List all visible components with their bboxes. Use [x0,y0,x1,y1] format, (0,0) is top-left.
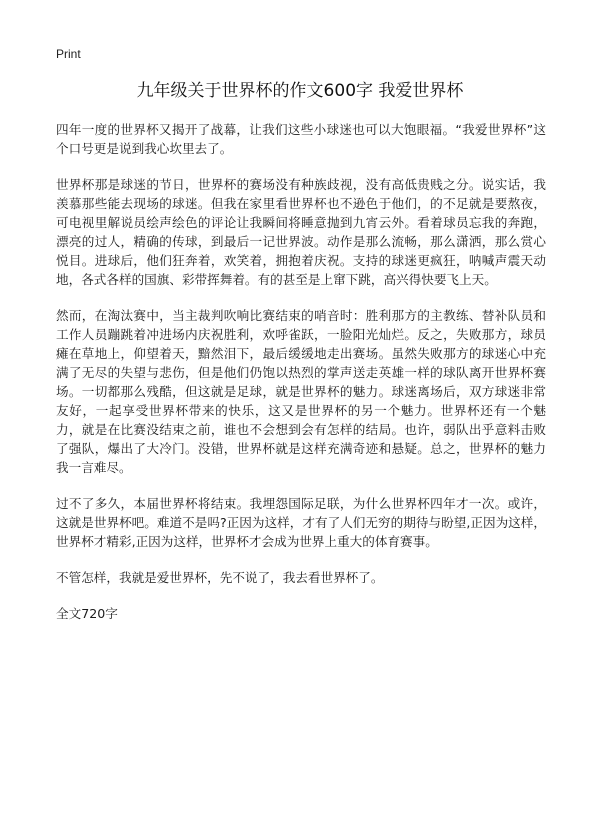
paragraph-knockout: 然而，在淘汰赛中，当主裁判吹响比赛结束的哨音时：胜利那方的主教练、替补队员和工作人员蹦跳着冲进场内庆祝胜利，欢呼雀跃，一脸阳光灿烂。反之，失败那方，球员瘫在草地上，仰望着天，黯然泪下，最后缓缓地走出赛场。虽然失败那方的球迷心中充满了无尽的失望与悲伤，但是他们仍饱以热烈的掌声送走英雄一样的球队离开世界杯赛场。一切都那么残酷，但这就是足球，就是世界杯的魅力。球迷离场后，双方球迷非常友好，一起享受世界杯带来的快乐，这又是世界杯的另一个魅力。世界杯还有一个魅力，就是在比赛没结束之前，谁也不会想到会有怎样的结局。也许，弱队出乎意料击败了强队，爆出了大冷门。没错，世界杯就是这样充满奇迹和悬疑。总之，世界杯的魅力我一言难尽。 [56,308,546,475]
word-count: 全文720字 [56,606,118,621]
article-body [56,120,546,623]
paragraph-festival: 世界杯那是球迷的节日，世界杯的赛场没有种族歧视，没有高低贵贱之分。说实话，我羡慕那些能去现场的球迷。但我在家里看世界杯也不逊色于他们，的不足就是要熬夜，可电视里解说员绘声绘色的评论让我瞬间将睡意抛到九宵云外。看着球员忘我的奔跑，漂亮的过人，精确的传球，到最后一记世界波。动作是那么流畅，那么潇洒，那么赏心悦目。进球后，他们狂奔着，欢笑着，拥抱着庆祝。支持的球迷更疯狂，呐喊声震天动地，各式各样的国旗、彩带挥舞着。有的甚至是上窜下跳，高兴得快要飞上天。 [56,177,546,287]
paragraph-closing: 不管怎样，我就是爱世界杯，先不说了，我去看世界杯了。 [56,570,384,585]
page-title: 九年级关于世界杯的作文600字 我爱世界杯 [136,81,464,101]
paragraph-ending: 过不了多久，本届世界杯将结束。我埋怨国际足联，为什么世界杯四年才一次。或许，这就是世界杯吧。难道不是吗?正因为这样，才有了人们无穷的期待与盼望,正因为这样，世界杯才精彩,正因为这样，世界杯才会成为世界上重大的体育赛事。 [56,496,546,549]
paragraph-intro: 四年一度的世界杯又揭开了战幕，让我们这些小球迷也可以大饱眼福。“我爱世界杯”这个口号更是说到我心坎里去了。 [56,122,546,156]
print-link[interactable]: Print [56,47,81,61]
